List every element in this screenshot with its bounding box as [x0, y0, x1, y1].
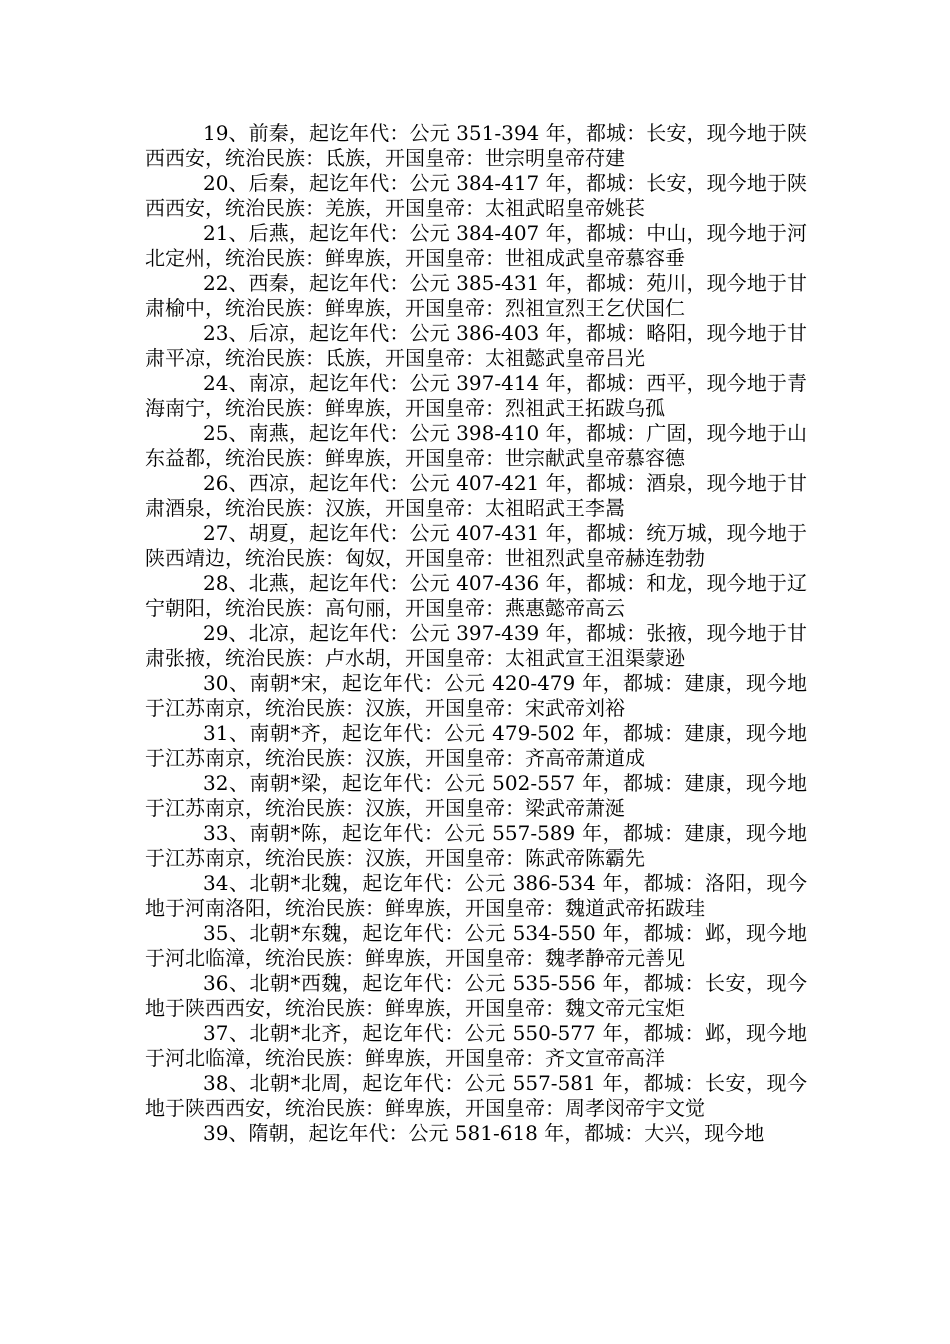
paragraph-36: 36、北朝*西魏，起讫年代：公元 535-556 年，都城：长安，现今地于陕西西安，统治民族：鲜卑族，开国皇帝：魏文帝元宝炬: [145, 971, 807, 1020]
paragraph-32: 32、南朝*梁，起讫年代：公元 502-557 年，都城：建康，现今地于江苏南京，统治民族：汉族，开国皇帝：梁武帝萧涎: [145, 771, 807, 820]
paragraph-25: 25、南燕，起讫年代：公元 398-410 年，都城：广固，现今地于山东益都，统治民族：鲜卑族，开国皇帝：世宗献武皇帝慕容德: [145, 421, 807, 470]
document-body: [145, 121, 807, 1146]
paragraph-39: 39、隋朝，起讫年代：公元 581-618 年，都城：大兴，现今地: [203, 1121, 765, 1145]
paragraph-37: 37、北朝*北齐，起讫年代：公元 550-577 年，都城：邺，现今地于河北临漳，统治民族：鲜卑族，开国皇帝：齐文宣帝高洋: [145, 1021, 807, 1070]
paragraph-28: 28、北燕，起讫年代：公元 407-436 年，都城：和龙，现今地于辽宁朝阳，统治民族：高句丽，开国皇帝：燕惠懿帝高云: [145, 571, 807, 620]
paragraph-20: 20、后秦，起讫年代：公元 384-417 年，都城：长安，现今地于陕西西安，统治民族：羌族，开国皇帝：太祖武昭皇帝姚苌: [145, 171, 807, 220]
paragraph-26: 26、西凉，起讫年代：公元 407-421 年，都城：酒泉，现今地于甘肃酒泉，统治民族：汉族，开国皇帝：太祖昭武王李暠: [145, 471, 807, 520]
paragraph-34: 34、北朝*北魏，起讫年代：公元 386-534 年，都城：洛阳，现今地于河南洛阳，统治民族：鲜卑族，开国皇帝：魏道武帝拓跋珪: [145, 871, 807, 920]
paragraph-27: 27、胡夏，起讫年代：公元 407-431 年，都城：统万城，现今地于陕西靖边，统治民族：匈奴，开国皇帝：世祖烈武皇帝赫连勃勃: [145, 521, 807, 570]
paragraph-24: 24、南凉，起讫年代：公元 397-414 年，都城：西平，现今地于青海南宁，统治民族：鲜卑族，开国皇帝：烈祖武王拓跋乌孤: [145, 371, 807, 420]
paragraph-38: 38、北朝*北周，起讫年代：公元 557-581 年，都城：长安，现今地于陕西西安，统治民族：鲜卑族，开国皇帝：周孝闵帝宇文觉: [145, 1071, 807, 1120]
paragraph-30: 30、南朝*宋，起讫年代：公元 420-479 年，都城：建康，现今地于江苏南京，统治民族：汉族，开国皇帝：宋武帝刘裕: [145, 671, 807, 720]
paragraph-33: 33、南朝*陈，起讫年代：公元 557-589 年，都城：建康，现今地于江苏南京，统治民族：汉族，开国皇帝：陈武帝陈霸先: [145, 821, 807, 870]
paragraph-21: 21、后燕，起讫年代：公元 384-407 年，都城：中山，现今地于河北定州，统治民族：鲜卑族，开国皇帝：世祖成武皇帝慕容垂: [145, 221, 807, 270]
paragraph-35: 35、北朝*东魏，起讫年代：公元 534-550 年，都城：邺，现今地于河北临漳，统治民族：鲜卑族，开国皇帝：魏孝静帝元善见: [145, 921, 807, 970]
paragraph-29: 29、北凉，起讫年代：公元 397-439 年，都城：张掖，现今地于甘肃张掖，统治民族：卢水胡，开国皇帝：太祖武宣王沮渠蒙逊: [145, 621, 807, 670]
paragraph-31: 31、南朝*齐，起讫年代：公元 479-502 年，都城：建康，现今地于江苏南京，统治民族：汉族，开国皇帝：齐高帝萧道成: [145, 721, 807, 770]
paragraph-23: 23、后凉，起讫年代：公元 386-403 年，都城：略阳，现今地于甘肃平凉，统治民族：氐族，开国皇帝：太祖懿武皇帝吕光: [145, 321, 807, 370]
paragraph-19: 19、前秦，起讫年代：公元 351-394 年，都城：长安，现今地于陕西西安，统治民族：氐族，开国皇帝：世宗明皇帝苻建: [145, 121, 807, 170]
paragraph-22: 22、西秦，起讫年代：公元 385-431 年，都城：苑川，现今地于甘肃榆中，统治民族：鲜卑族，开国皇帝：烈祖宣烈王乞伏国仁: [145, 271, 807, 320]
